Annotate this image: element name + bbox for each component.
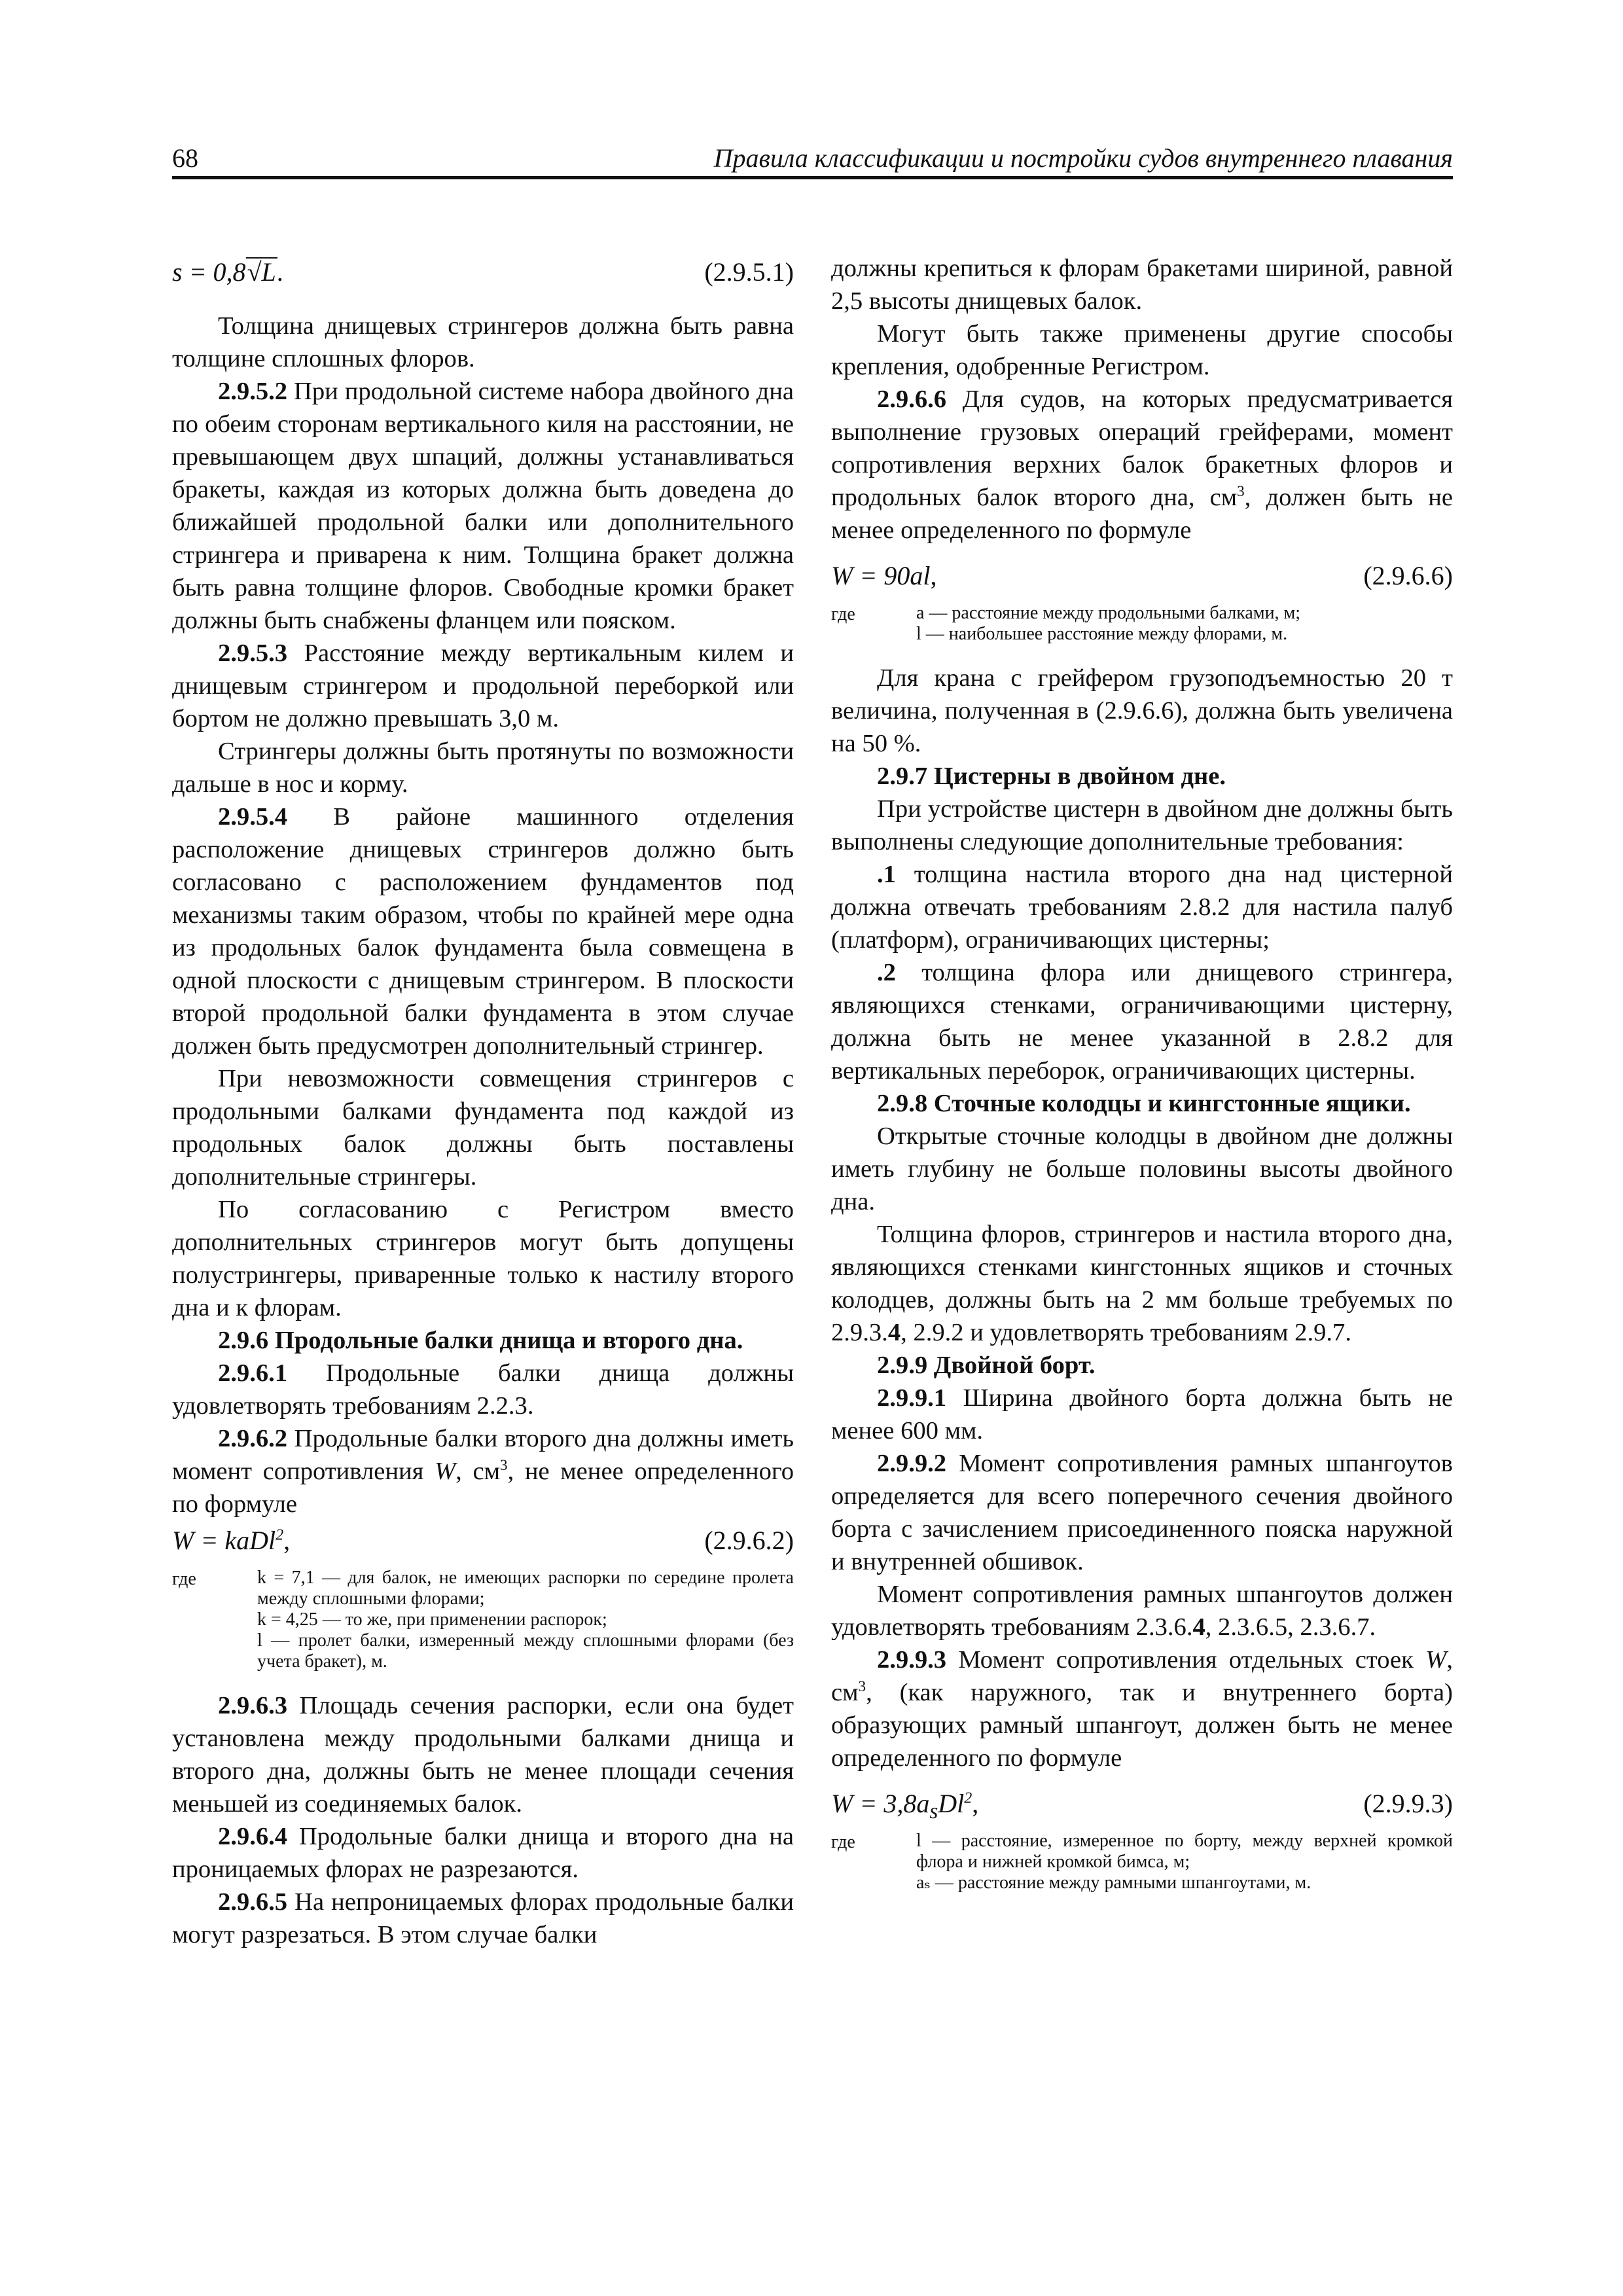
definition: a — расстояние между продольными балками, м; xyxy=(916,603,1301,623)
clause-number: 2.9.9.3 xyxy=(877,1646,947,1674)
paragraph: Открытые сточные колодцы в двойном дне должны иметь глубину не больше половины высоты двойного дна. xyxy=(831,1122,1453,1215)
where-label: где xyxy=(831,604,855,624)
paragraph-text: На непроницаемых флорах продольные балки могут разрезаться. В этом случае балки xyxy=(172,1888,794,1948)
formula-2-9-9-3 xyxy=(831,1784,1453,1824)
paragraph xyxy=(831,858,1453,956)
formula-text: W = kaDl xyxy=(172,1526,276,1555)
bold-digit: 4 xyxy=(887,1319,901,1346)
paragraph xyxy=(172,1820,794,1886)
paragraph: Могут быть также применены другие способы крепления, одобренные Регистром. xyxy=(831,320,1453,380)
clause-number: 2.9.5.4 xyxy=(218,803,288,831)
formula-punct: , xyxy=(972,1789,979,1818)
paragraph xyxy=(172,1689,794,1820)
formula-text: s = 0,8 xyxy=(172,257,246,287)
paragraph: При устройстве цистерн в двойном дне должны быть выполнены следующие дополнительные требования: xyxy=(831,795,1453,855)
paragraph-text: , 2.3.6.5, 2.3.6.7. xyxy=(1205,1613,1376,1641)
paragraph-text: , см xyxy=(831,1646,1453,1706)
paragraph-text: Продольные балки днища и второго дна на проницаемых флорах не разрезаются. xyxy=(172,1823,794,1883)
where-block xyxy=(172,1568,794,1672)
paragraph-text: Продольные балки второго дна должны иметь момент сопротивления xyxy=(172,1425,794,1485)
formula-number: (2.9.9.3) xyxy=(1363,1789,1453,1818)
clause-number: 2.9.6.1 xyxy=(218,1359,288,1387)
formula-number: (2.9.5.1) xyxy=(704,257,794,287)
paragraph-text: Для судов, на которых предусматривается выполнение грузовых операций грейферами, момент сопротивления верхних балок бракетных флоров и продольных балок второго дна, см xyxy=(831,386,1453,511)
superscript: 3 xyxy=(1237,483,1245,501)
paragraph-text: Момент сопротивления рамных шпангоутов определяется для всего поперечного сечения двойного борта с зачислением присоединенного пояска наружной и внутренней обшивок. xyxy=(831,1450,1453,1575)
sqrt-radical: √L xyxy=(247,257,276,287)
clause-number: 2.9.5.3 xyxy=(218,639,288,667)
paragraph: При невозможности совмещения стрингеров с продольными балками фундамента под каждой из продольных балок должны быть поставлены дополнительные стрингеры. xyxy=(172,1065,794,1191)
paragraph-text: Площадь сечения распорки, если она будет установлена между продольными балками днища и второго дна, должны быть не менее площади сечения меньшей из соединяемых балок. xyxy=(172,1692,794,1818)
item-number: .1 xyxy=(877,861,896,888)
where-block xyxy=(831,603,1453,645)
paragraph: должны крепиться к флорам бракетами шириной, равной 2,5 высоты днищевых балок. xyxy=(831,255,1453,315)
paragraph-text: , не менее определенного по формуле xyxy=(172,1458,794,1518)
formula-text: Dl xyxy=(938,1789,965,1818)
paragraph: Стрингеры должны быть протянуты по возможности дальше в нос и корму. xyxy=(172,738,794,798)
superscript: 2 xyxy=(276,1526,284,1544)
paragraph xyxy=(172,1422,794,1520)
clause-number: 2.9.6 xyxy=(218,1327,269,1354)
formula-2-9-5-1 xyxy=(172,252,794,293)
paragraph xyxy=(172,1886,794,1951)
paragraph-text: , см xyxy=(455,1458,500,1485)
paragraph xyxy=(172,1357,794,1422)
paragraph: Толщина днищевых стрингеров должна быть равна толщине сплошных флоров. xyxy=(172,312,794,372)
paragraph-text: , должен быть не менее определенного по формуле xyxy=(831,484,1453,544)
formula-number: (2.9.6.6) xyxy=(1363,561,1453,590)
formula-radicand: L xyxy=(261,257,276,287)
paragraph xyxy=(831,1382,1453,1447)
paragraph-text: Момент сопротивления отдельных стоек xyxy=(946,1646,1426,1674)
formula-text: W = 3,8a xyxy=(831,1789,930,1818)
left-column xyxy=(172,252,794,1951)
definition: k = 4,25 — то же, при применении распорок; xyxy=(257,1609,607,1630)
clause-number: 2.9.9.2 xyxy=(877,1450,947,1477)
formula-text: W = 90al xyxy=(831,561,931,590)
paragraph: По согласованию с Регистром вместо дополнительных стрингеров могут быть допущены полустрингеры, приваренные только к настилу второго дна и к флорам. xyxy=(172,1196,794,1321)
paragraph xyxy=(831,1578,1453,1643)
paragraph xyxy=(831,956,1453,1087)
paragraph-text: Расстояние между вертикальным килем и днищевым стрингером и продольной переборкой или бортом не должно превышать 3,0 м. xyxy=(172,639,794,732)
paragraph-text: Толщина флоров, стрингеров и настила второго дна, являющихся стенками кингстонных ящиков и сточных колодцев, должны быть на 2 мм больше требуемых по 2.9.3. xyxy=(831,1221,1453,1346)
paragraph xyxy=(831,1218,1453,1349)
superscript: 2 xyxy=(964,1789,972,1807)
heading-text: Двойной борт. xyxy=(927,1352,1096,1379)
bold-digit: 4 xyxy=(1192,1613,1205,1641)
paragraph-text: толщина флора или днищевого стрингера, являющихся стенками, ограничивающими цистерну, должна быть не менее указанной в 2.8.2 для вертикальных переборок, ограничивающих цистерны. xyxy=(831,959,1453,1085)
where-block xyxy=(831,1831,1453,1893)
paragraph xyxy=(172,375,794,637)
running-title: Правила классификации и постройки судов внутреннего плавания xyxy=(713,143,1453,173)
paragraph-text: В районе машинного отделения расположение днищевых стрингеров должно быть согласовано с расположением фундаментов под механизмы таким образом, чтобы по крайней мере одна из продольных балок фундамента была совмещена в одной плоскости с днищевым стрингером. В плоскости второй продольной балки фундамента в этом случае должен быть предусмотрен дополнительный стрингер. xyxy=(172,803,794,1060)
paragraph xyxy=(172,637,794,735)
item-number: .2 xyxy=(877,959,896,986)
paragraph-text: Продольные балки днища должны удовлетворять требованиям 2.2.3. xyxy=(172,1359,794,1420)
paragraph-text: , 2.9.2 и удовлетворять требованиям 2.9.7. xyxy=(901,1319,1351,1346)
section-heading xyxy=(831,760,1453,793)
heading-text: Сточные колодцы и кингстонные ящики. xyxy=(927,1090,1411,1117)
paragraph-text: , (как наружного, так и внутреннего борта) образующих рамный шпангоут, должен быть не менее определенного по формуле xyxy=(831,1679,1453,1772)
definition: l — расстояние, измеренное по борту, между верхней кромкой флора и нижней кромкой бимса, м; xyxy=(916,1831,1453,1872)
formula-number: (2.9.6.2) xyxy=(704,1526,794,1555)
clause-number: 2.9.6.3 xyxy=(218,1692,288,1719)
formula-2-9-6-6 xyxy=(831,556,1453,596)
definition: k = 7,1 — для балок, не имеющих распорки по середине пролета между сплошными флорами; xyxy=(257,1568,794,1609)
subscript: s xyxy=(929,1799,938,1823)
paragraph xyxy=(831,383,1453,547)
right-column xyxy=(831,252,1453,1893)
symbol: W xyxy=(1425,1646,1447,1674)
paragraph: Для крана с грейфером грузоподъемностью 20 т величина, полученная в (2.9.6.6), должна быть увеличена на 50 %. xyxy=(831,664,1453,757)
paragraph xyxy=(172,800,794,1062)
paragraph-text: При продольной системе набора двойного дна по обеим сторонам вертикального киля на расстоянии, не превышающем двух шпаций, должны устанавливаться бракеты, каждая из которых должна быть доведена до ближайшей продольной балки или дополнительного стрингера и приварена к ним. Толщина бракет должна быть равна толщине флоров. Свободные кромки бракет должны быть снабжены фланцем или пояском. xyxy=(172,378,794,634)
paragraph-text: Ширина двойного борта должна быть не менее 600 мм. xyxy=(831,1384,1453,1444)
section-heading xyxy=(831,1349,1453,1382)
clause-number: 2.9.8 xyxy=(877,1090,928,1117)
formula-punct: . xyxy=(277,257,284,287)
formula-2-9-6-2 xyxy=(172,1520,794,1561)
clause-number: 2.9.6.6 xyxy=(877,386,947,413)
section-heading xyxy=(831,1087,1453,1120)
section-heading xyxy=(172,1324,794,1357)
clause-number: 2.9.6.4 xyxy=(218,1823,288,1850)
formula-punct: , xyxy=(930,561,937,590)
clause-number: 2.9.6.2 xyxy=(218,1425,288,1452)
superscript: 3 xyxy=(858,1678,866,1696)
clause-number: 2.9.7 xyxy=(877,762,928,790)
definition: l — наибольшее расстояние между флорами, м. xyxy=(916,624,1288,644)
clause-number: 2.9.5.2 xyxy=(218,378,288,405)
definition: l — пролет балки, измеренный между сплошными флорами (без учета бракет), м. xyxy=(257,1630,794,1672)
paragraph-text: толщина настила второго дна над цистерной должна отвечать требованиям 2.8.2 для настила палуб (платформ), ограничивающих цистерны; xyxy=(831,861,1453,954)
page-header xyxy=(172,143,1453,179)
heading-text: Цистерны в двойном дне. xyxy=(927,762,1226,790)
clause-number: 2.9.9.1 xyxy=(877,1384,947,1412)
where-label: где xyxy=(172,1569,196,1589)
superscript: 3 xyxy=(500,1457,508,1475)
paragraph-text: Момент сопротивления рамных шпангоутов должен удовлетворять требованиям 2.3.6. xyxy=(831,1581,1453,1641)
paragraph xyxy=(831,1643,1453,1774)
clause-number: 2.9.6.5 xyxy=(218,1888,288,1916)
heading-text: Продольные балки днища и второго дна. xyxy=(268,1327,743,1354)
paragraph xyxy=(831,1447,1453,1578)
page-number: 68 xyxy=(172,143,198,173)
symbol: W xyxy=(435,1458,456,1485)
where-label: где xyxy=(831,1832,855,1852)
clause-number: 2.9.9 xyxy=(877,1352,928,1379)
formula-punct: , xyxy=(283,1526,291,1555)
definition: aₛ — расстояние между рамными шпангоутами, м. xyxy=(916,1873,1311,1893)
